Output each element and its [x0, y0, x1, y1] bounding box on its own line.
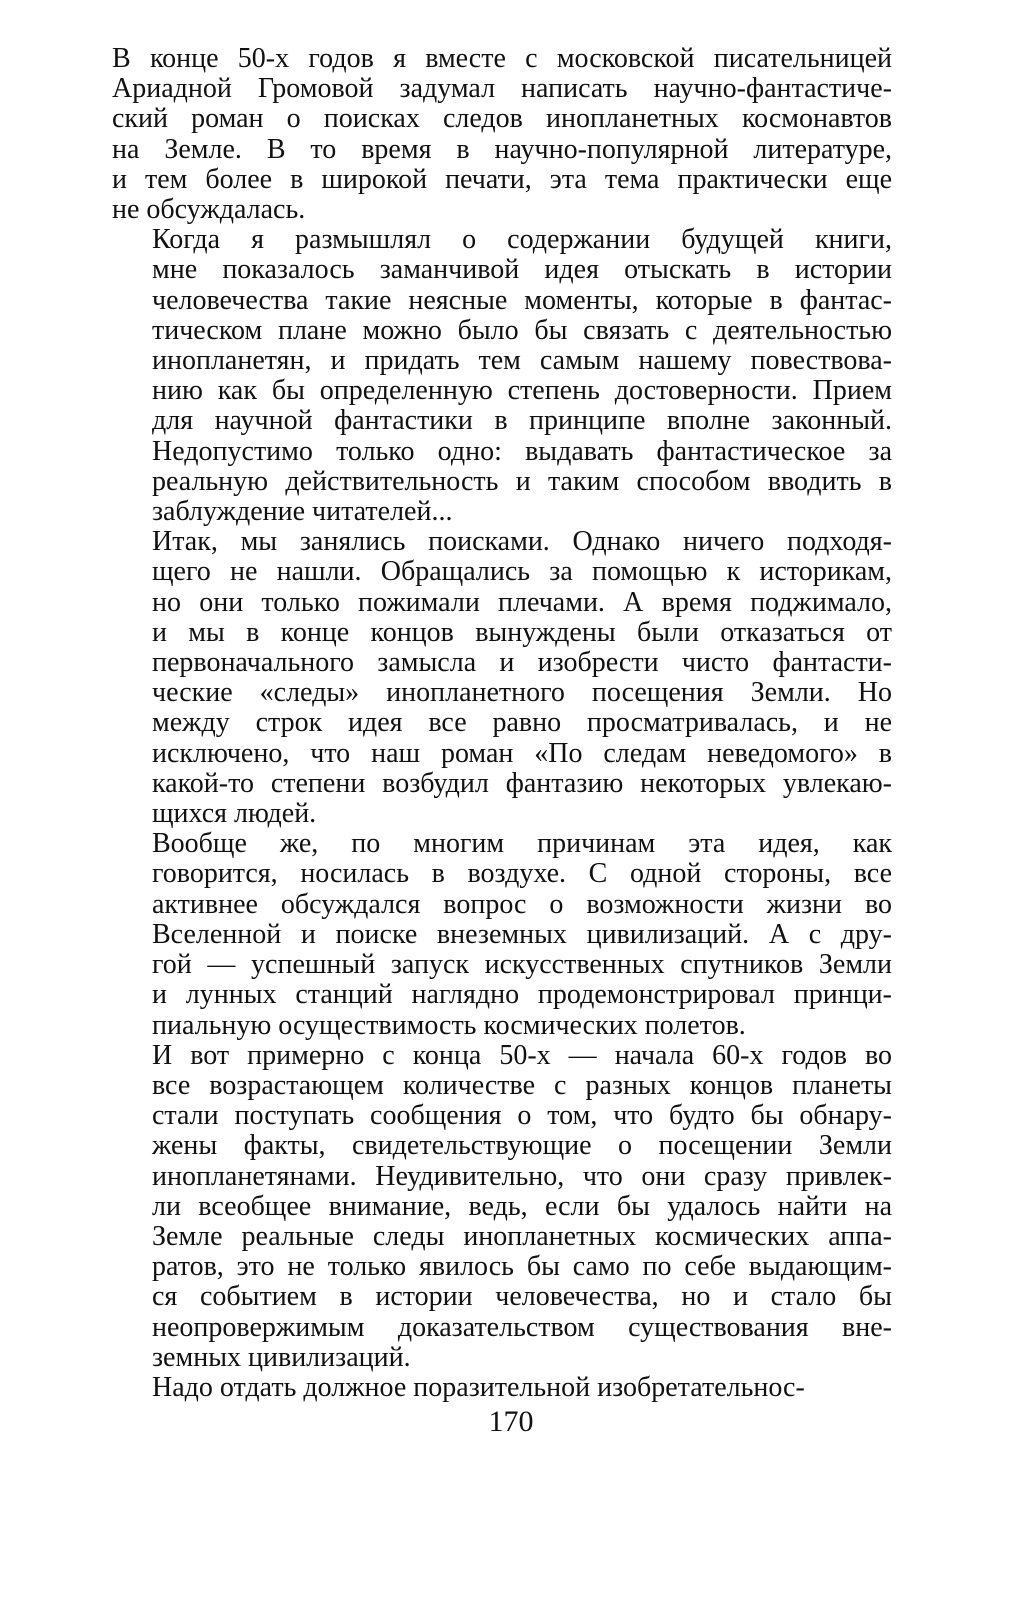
text-line: гой — успешный запуск искусственных спутников Земли: [152, 949, 892, 981]
text-line: говорится, носилась в воздухе. С одной стороны, все: [152, 858, 892, 890]
text-line: и лунных станций наглядно продемонстрировал принци-: [152, 979, 892, 1011]
text-line: но они только пожимали плечами. А время поджимало,: [152, 586, 892, 618]
text-line: пиальную осуществимость космических полетов.: [152, 1009, 746, 1041]
text-line: какой-то степени возбудил фантазию некоторых увлекаю-: [152, 767, 892, 799]
text-line: Когда я размышлял о содержании будущей книги,: [152, 224, 892, 256]
text-line: стали поступать сообщения о том, что будто бы обнару-: [152, 1100, 892, 1132]
text-line: человечества такие неясные моменты, которые в фантас-: [152, 284, 892, 316]
text-line: щихся людей.: [152, 798, 317, 830]
text-line: на Земле. В то время в научно-популярной литературе,: [112, 133, 892, 165]
book-page-text: [112, 44, 892, 1403]
text-line: первоначального замысла и изобрести чисто фантасти-: [152, 647, 892, 679]
text-line: И вот примерно с конца 50-х — начала 60-х годов во: [152, 1039, 892, 1071]
paragraph-1: [112, 44, 892, 225]
text-line: заблуждение читателей...: [152, 496, 453, 528]
text-line: инопланетянами. Неудивительно, что они сразу привлек-: [152, 1160, 892, 1192]
text-line: Ариадной Громовой задумал написать научно-фантастиче-: [112, 73, 892, 105]
text-line: Итак, мы занялись поисками. Однако ничего подходя-: [152, 526, 892, 558]
paragraph-4: [112, 829, 892, 1040]
text-line: нию как бы определенную степень достоверности. Прием: [152, 375, 892, 407]
text-line: ский роман о поисках следов инопланетных космонавтов: [112, 103, 892, 135]
text-line: реальную действительность и таким способом вводить в: [152, 465, 892, 497]
text-line: активнее обсуждался вопрос о возможности жизни во: [152, 888, 892, 920]
text-line: ческие «следы» инопланетного посещения Земли. Но: [152, 677, 892, 709]
text-line: Надо отдать должное поразительной изобретательнос-: [152, 1371, 805, 1403]
text-line: мне показалось заманчивой идея отыскать в истории: [152, 254, 892, 286]
text-line: исключено, что наш роман «По следам неведомого» в: [152, 737, 892, 769]
text-line: неопровержимым доказательством существования вне-: [152, 1311, 892, 1343]
text-line: все возрастающем количестве с разных концов планеты: [152, 1069, 892, 1101]
text-line: тическом плане можно было бы связать с деятельностью: [152, 314, 892, 346]
text-line: земных цивилизаций.: [152, 1341, 411, 1373]
page-number: 170: [488, 1405, 534, 1438]
text-line: ратов, это не только явилось бы само по себе выдающим-: [152, 1251, 892, 1283]
text-line: инопланетян, и придать тем самым нашему повествова-: [152, 345, 892, 377]
paragraph-3: [112, 527, 892, 829]
text-line: Земле реальные следы инопланетных космических аппа-: [152, 1220, 892, 1252]
text-line: между строк идея все равно просматривалась, и не: [152, 707, 892, 739]
text-line: Недопустимо только одно: выдавать фантастическое за: [152, 435, 892, 467]
text-line: щего не нашли. Обращались за помощью к историкам,: [152, 556, 892, 588]
text-line: В конце 50-х годов я вместе с московской писательницей: [112, 43, 892, 74]
text-line: ся событием в истории человечества, но и стало бы: [152, 1281, 892, 1313]
text-line: и тем более в широкой печати, эта тема практически еще: [112, 163, 892, 195]
text-line: и мы в конце концов вынуждены были отказаться от: [152, 616, 892, 648]
text-line: жены факты, свидетельствующие о посещении Земли: [152, 1130, 892, 1162]
text-line: не обсуждалась.: [112, 194, 306, 226]
paragraph-5: [112, 1041, 892, 1373]
text-line: ли всеобщее внимание, ведь, если бы удалось найти на: [152, 1190, 892, 1222]
text-line: Вообще же, по многим причинам эта идея, как: [152, 828, 892, 860]
text-line: для научной фантастики в принципе вполне законный.: [152, 405, 892, 437]
paragraph-6: [112, 1373, 892, 1403]
text-line: Вселенной и поиске внеземных цивилизаций. А с дру-: [152, 918, 892, 950]
paragraph-2: [112, 225, 892, 527]
